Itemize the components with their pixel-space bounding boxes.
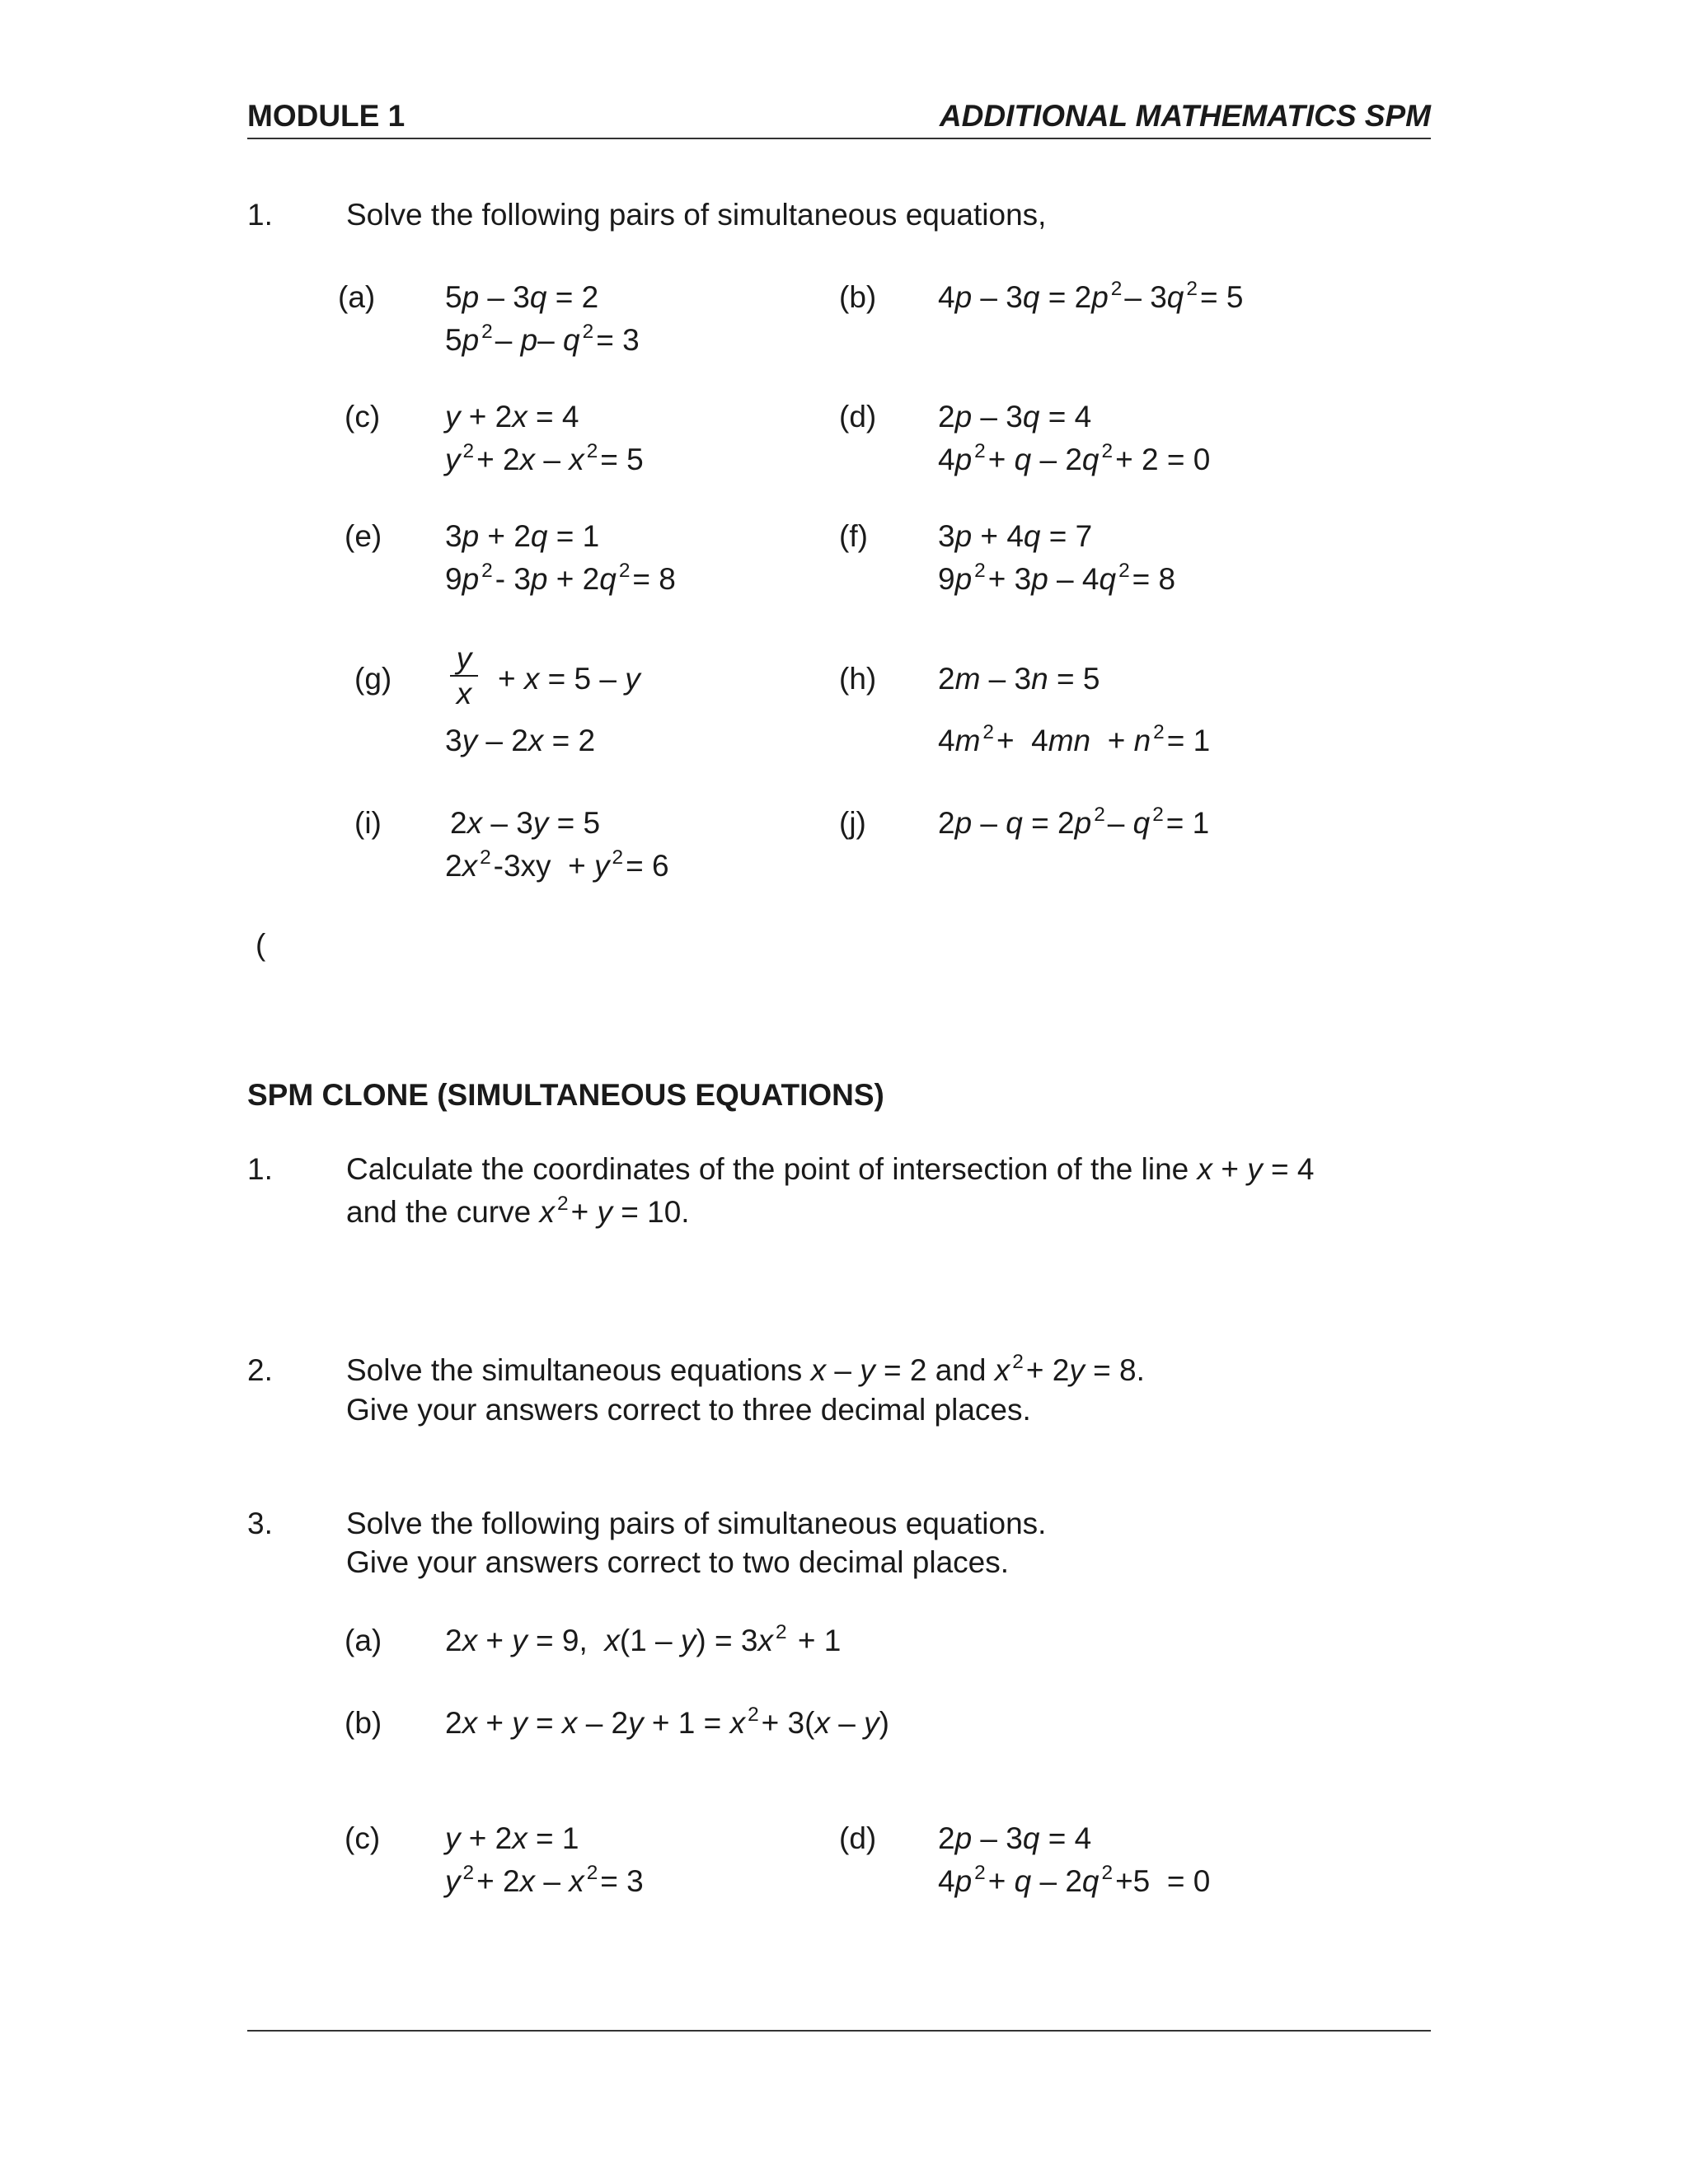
item-label: (e) xyxy=(345,519,382,553)
question-number: 2. xyxy=(247,1353,273,1387)
question-text: Solve the following pairs of simultaneous equations. xyxy=(346,1507,1047,1540)
equation: 3y – 2x = 2 xyxy=(445,724,596,757)
item-label: (f) xyxy=(839,519,868,553)
footer-rule xyxy=(247,2030,1431,2032)
equation: 4p $^2$+ q – 2q $^2$+5 = 0 xyxy=(938,1861,1211,1898)
equation: y $^2$+ 2x – x $^2$= 3 xyxy=(445,1861,644,1898)
question-number: 1. xyxy=(247,198,273,232)
equation: 4m $^2$+ 4mn + n $^2$= 1 xyxy=(938,720,1211,757)
equation: 2p – 3q = 4 xyxy=(938,400,1092,434)
stray-parenthesis: ( xyxy=(256,928,266,962)
equation: 5p – 3q = 2 xyxy=(445,280,599,314)
equation: 3p + 4q = 7 xyxy=(938,519,1093,553)
equation: 4p – 3q = 2p $^2$– 3q $^2$= 5 xyxy=(938,277,1244,314)
item-label: (g) xyxy=(354,662,392,696)
item-label: (c) xyxy=(345,400,381,434)
item-label: (a) xyxy=(345,1624,382,1657)
fraction-y-over-x: y x xyxy=(450,643,478,709)
item-label: (h) xyxy=(839,662,877,696)
equation: 2p – 3q = 4 xyxy=(938,1821,1092,1855)
item-label: (j) xyxy=(839,806,866,840)
document-title: ADDITIONAL MATHEMATICS SPM xyxy=(939,99,1431,133)
question-text: Solve the simultaneous equations x – y = 2 and x $^2$+ 2y = 8. xyxy=(346,1350,1145,1387)
equation: 2x + y = 9, x(1 – y) = 3x $^2$ + 1 xyxy=(445,1620,842,1657)
item-label: (d) xyxy=(839,1821,877,1855)
equation: 9p $^2$+ 3p – 4q $^2$= 8 xyxy=(938,559,1176,596)
equation: y + 2x = 1 xyxy=(445,1821,579,1855)
equation: 2p – q = 2p $^2$– q $^2$= 1 xyxy=(938,803,1210,840)
equation: y $^2$+ 2x – x $^2$= 5 xyxy=(445,439,644,476)
module-label: MODULE 1 xyxy=(247,99,406,133)
equation: 9p $^2$- 3p + 2q $^2$= 8 xyxy=(445,559,676,596)
question-text: and the curve x $^2$+ y = 10. xyxy=(346,1192,690,1229)
item-label: (c) xyxy=(345,1821,381,1855)
header-rule xyxy=(247,138,1431,139)
item-label: (b) xyxy=(345,1706,382,1740)
section-title: SPM CLONE (SIMULTANEOUS EQUATIONS) xyxy=(247,1078,884,1112)
equation: 2m – 3n = 5 xyxy=(938,662,1100,696)
question-text: Give your answers correct to two decimal places. xyxy=(346,1545,1010,1579)
equation: + x = 5 – y xyxy=(498,662,640,696)
item-label: (i) xyxy=(354,806,382,840)
question-number: 3. xyxy=(247,1507,273,1540)
equation: 2x – 3y = 5 xyxy=(450,806,601,840)
equation: 2x + y = x – 2y + 1 = x $^2$+ 3(x – y) xyxy=(445,1703,889,1740)
question-prompt: Solve the following pairs of simultaneous equations, xyxy=(346,198,1047,232)
equation: 2x $^2$-3xy + y $^2$= 6 xyxy=(445,846,669,883)
item-label: (d) xyxy=(839,400,877,434)
item-label: (a) xyxy=(338,280,376,314)
question-text: Give your answers correct to three decimal places. xyxy=(346,1393,1031,1427)
item-label: (b) xyxy=(839,280,877,314)
question-text: Calculate the coordinates of the point of intersection of the line x + y = 4 xyxy=(346,1152,1315,1186)
equation: 4p $^2$+ q – 2q $^2$+ 2 = 0 xyxy=(938,439,1211,476)
question-number: 1. xyxy=(247,1152,273,1186)
equation: y + 2x = 4 xyxy=(445,400,579,434)
equation: 3p + 2q = 1 xyxy=(445,519,600,553)
equation: 5p $^2$– p– q $^2$= 3 xyxy=(445,320,640,357)
